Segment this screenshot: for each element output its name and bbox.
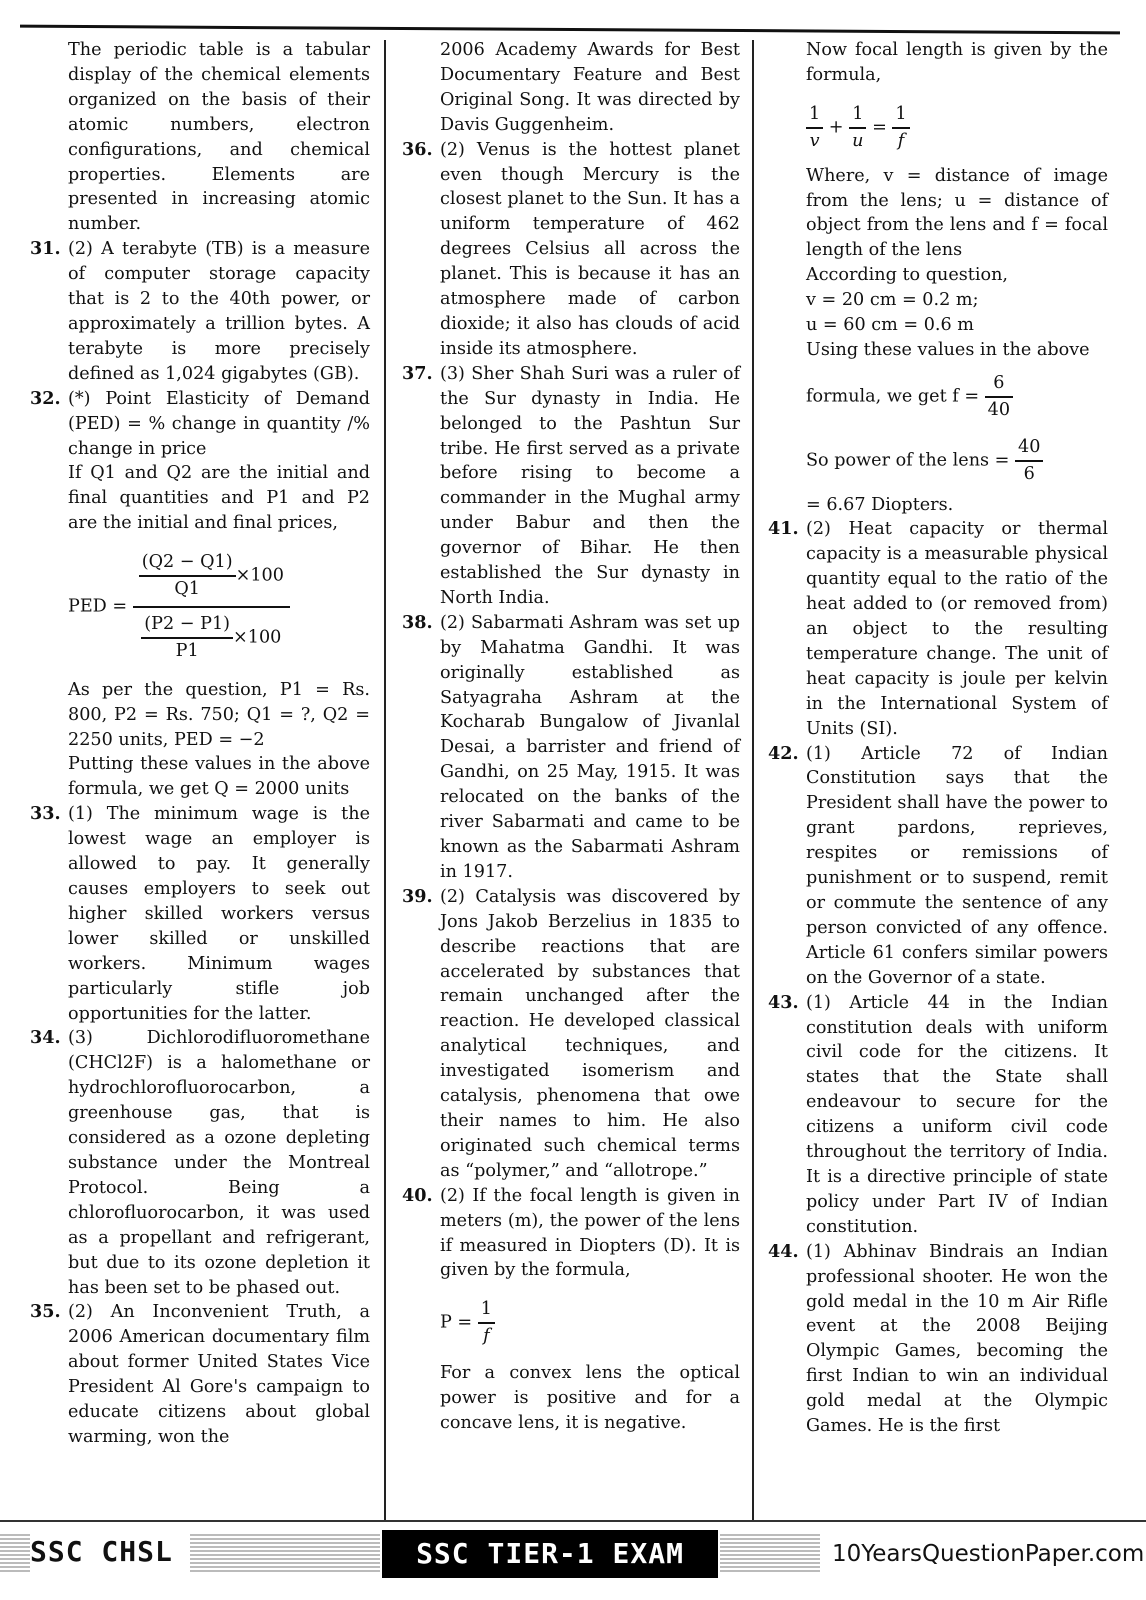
answer-text: (3) Dichlorodifluoromethane (CHCl2F) is a halomethane or hydrochlorofluorocarbon, a greenhouse gas, that is considered as a ozone depleting substance under the Montreal Protocol. Being a chlorofluorocarbon, it was used as a propellant and refrigerant, but due to its ozone depletion it has been set to be phased out. [68,1028,370,1298]
power-fraction [478,1297,495,1349]
answer-text: (*) Point Elasticity of Demand (PED) = % change in quantity /% change in price [68,388,370,459]
question-number: 35. [30,1301,61,1323]
footer-rule [0,1520,1146,1522]
q-change-numerator: (Q2 − Q1) [139,550,236,577]
page-footer [0,1520,1146,1600]
variable-definitions: Where, v = distance of image from the lens; u = distance of object from the lens and f = focal length of the lens [806,165,1108,261]
answer-text: (1) The minimum wage is the lowest wage an employer is allowed to pay. It generally causes employers to seek out higher skilled workers versus lower skilled or unskilled workers. Minimum wages particularly stifle job opportunities for the latter. [68,804,370,1024]
power-formula [440,1297,740,1349]
top-rule [20,25,1120,35]
answer-33 [30,802,370,1026]
question-number: 36. [402,138,433,160]
using-text: Using these values in the above [806,339,1090,360]
footer-website: 10YearsQuestionPaper.com [832,1541,1145,1567]
question-number: 44. [768,1240,799,1262]
answer-text: (2) Heat capacity or thermal capacity is a measurable physical quantity equal to the ratio of the heat added to (or removed from) an object to the resulting temperature change. The unit of heat capacity is joule per kelvin in the International System of Units (SI). [806,519,1108,739]
answer-text: (2) A terabyte (TB) is a measure of computer storage capacity that is 2 to the 40th power, or approximately a trillion bytes. A terabyte is more precisely defined as 1,024 gigabytes (GB). [68,239,370,384]
column-3 [768,38,1108,1439]
plus-sign: + [828,117,844,138]
ped-formula [68,550,370,664]
according-text: According to question, [806,265,1008,286]
focal-result-label: formula, we get f = [806,386,980,407]
p-change-numerator: (P2 − P1) [141,612,233,639]
answer-text: (1) Article 72 of Indian Constitution says that the President shall have the power to grant pardons, reprieves, respites or remissions of punishment or to suspend, remit or commute the sentence of any person convicted of any offence. Article 61 confers similar powers on the Governor of a state. [806,743,1108,988]
power-result-label: So power of the lens = [806,450,1010,471]
power-result [806,435,1108,487]
footer-hatch-left [0,1534,30,1572]
answer-text: (2) Venus is the hottest planet even though Mercury is the closest planet to the Sun. It has a uniform temperature of 462 degrees Celsius all across the planet. This is because it has an atmosphere made of carbon dioxide; it also has clouds of acid inside its atmosphere. [440,139,740,359]
answer-31 [30,237,370,386]
p-change-denominator: P1 [175,640,199,661]
answer-41 [768,517,1108,741]
power-result-value: = 6.67 Diopters. [806,494,954,515]
question-number: 33. [30,803,61,825]
footer-exam-name: SSC CHSL [30,1535,173,1568]
answer-text: (2) If the focal length is given in meters (m), the power of the lens if measured in Diopters (D). It is given by the formula, [440,1185,740,1281]
q-change-denominator: Q1 [174,579,200,600]
lens-u-denominator: u [852,130,864,151]
lens-f-numerator: 1 [892,102,909,129]
answer-text: (1) Abhinav Bindrais an Indian professional shooter. He won the gold medal in the 10 m Air Rifle event at the 2008 Beijing Olympic Games, becoming the first Indian to win an individual gold medal at the Olympic Games. He is the first [806,1241,1108,1437]
power-numerator: 1 [478,1297,495,1324]
question-number: 31. [30,238,61,260]
power-result-numerator: 40 [1015,435,1043,462]
question-number: 40. [402,1184,433,1206]
power-label: P = [440,1312,473,1333]
u-value: u = 60 cm = 0.6 m [806,315,974,336]
times-100-bottom: ×100 [233,627,282,648]
answer-35 [30,1300,370,1449]
footer-hatch-middle-left [190,1534,380,1572]
question-number: 43. [768,991,799,1013]
answer-text: (2) An Inconvenient Truth, a 2006 American documentary film about former United States Vice President Al Gore's campaign to educate citizens about global warming, won the [68,1302,370,1447]
ped-label: PED = [68,596,128,617]
question-number: 41. [768,518,799,540]
ped-fraction [133,550,290,664]
question-number: 37. [402,362,433,384]
v-value: v = 20 cm = 0.2 m; [806,290,979,311]
lens-v-numerator: 1 [806,102,823,129]
footer-exam-tier: SSC TIER-1 EXAM [382,1530,718,1578]
answer-32 [30,387,370,462]
answer-32-text-4: Putting these values in the above formula, we get Q = 2000 units [68,754,370,800]
answer-44 [768,1240,1108,1439]
answer-40-text-2: For a convex lens the optical power is positive and for a concave lens, it is negative. [440,1363,740,1433]
column-divider-2 [752,40,754,1520]
column-1 [30,38,370,1450]
lens-v-denominator: v [809,130,820,151]
lens-formula [806,102,1108,154]
answer-text: (3) Sher Shah Suri was a ruler of the Sur dynasty in India. He belonged to the Pashtun Sur tribe. He first served as a private before rising to become a commander in the Mughal army under Babur and then the governor of Bihar. He then established the Sur dynasty in North India. [440,363,740,608]
column-2 [402,38,740,1436]
answer-43 [768,991,1108,1240]
times-100-top: ×100 [235,565,284,586]
lens-f-denominator: f [897,130,905,151]
focal-result [806,371,1108,423]
answer-text: (2) Catalysis was discovered by Jons Jakob Berzelius in 1835 to describe reactions that are accelerated by substances that remain unchanged after the reaction. He developed classical analytical techniques, and investigated isomerism and catalysis, phenomena that owe their names to him. He also originated such chemical terms as “polymer,” and “allotrope.” [440,886,740,1181]
answer-40 [402,1184,740,1284]
question-number: 32. [30,387,61,409]
answer-38 [402,611,740,885]
power-result-denominator: 6 [1023,463,1035,484]
answer-39 [402,885,740,1184]
power-denominator: f [483,1326,490,1347]
periodic-table-paragraph: The periodic table is a tabular display of the chemical elements organized on the basis of their atomic numbers, electron configurations, and chemical properties. Elements are presented in increasing atomic number. [68,40,370,235]
question-number: 38. [402,611,433,633]
focal-denominator: 40 [987,399,1011,420]
question-number: 39. [402,885,433,907]
answer-text: (1) Article 44 in the Indian constitution deals with uniform civil code for the citizens. It states that the State shall endeavour to secure for the citizens a uniform civil code throughout the territory of India. It is a directive principle of state policy under Part IV of Indian constitution. [806,992,1108,1237]
answer-37 [402,362,740,611]
focal-numerator: 6 [985,371,1013,398]
answer-35-continued: 2006 Academy Awards for Best Documentary Feature and Best Original Song. It was directed by Davis Guggenheim. [440,40,740,135]
lens-u-numerator: 1 [849,102,866,129]
focal-length-intro: Now focal length is given by the formula, [806,40,1108,85]
answer-42 [768,742,1108,991]
answer-34 [30,1026,370,1300]
question-number: 42. [768,742,799,764]
answer-36 [402,138,740,362]
question-number: 34. [30,1027,61,1049]
answer-32-text-2: If Q1 and Q2 are the initial and final quantities and P1 and P2 are the initial and final prices, [68,463,370,534]
footer-hatch-middle-right [720,1534,820,1572]
answer-text: (2) Sabarmati Ashram was set up by Mahatma Gandhi. It was originally established as Satyagraha Ashram at the Kocharab Bungalow of Jivanlal Desai, a barrister and friend of Gandhi, on 25 May, 1915. It was relocated on the banks of the river Sabarmati and came to be known as the Sabarmati Ashram in 1917. [440,612,740,882]
equals-sign: = [872,117,887,138]
column-divider-1 [384,40,386,1520]
answer-32-text-3: As per the question, P1 = Rs. 800, P2 = Rs. 750; Q1 = ?, Q2 = 2250 units, PED = −2 [68,679,370,750]
